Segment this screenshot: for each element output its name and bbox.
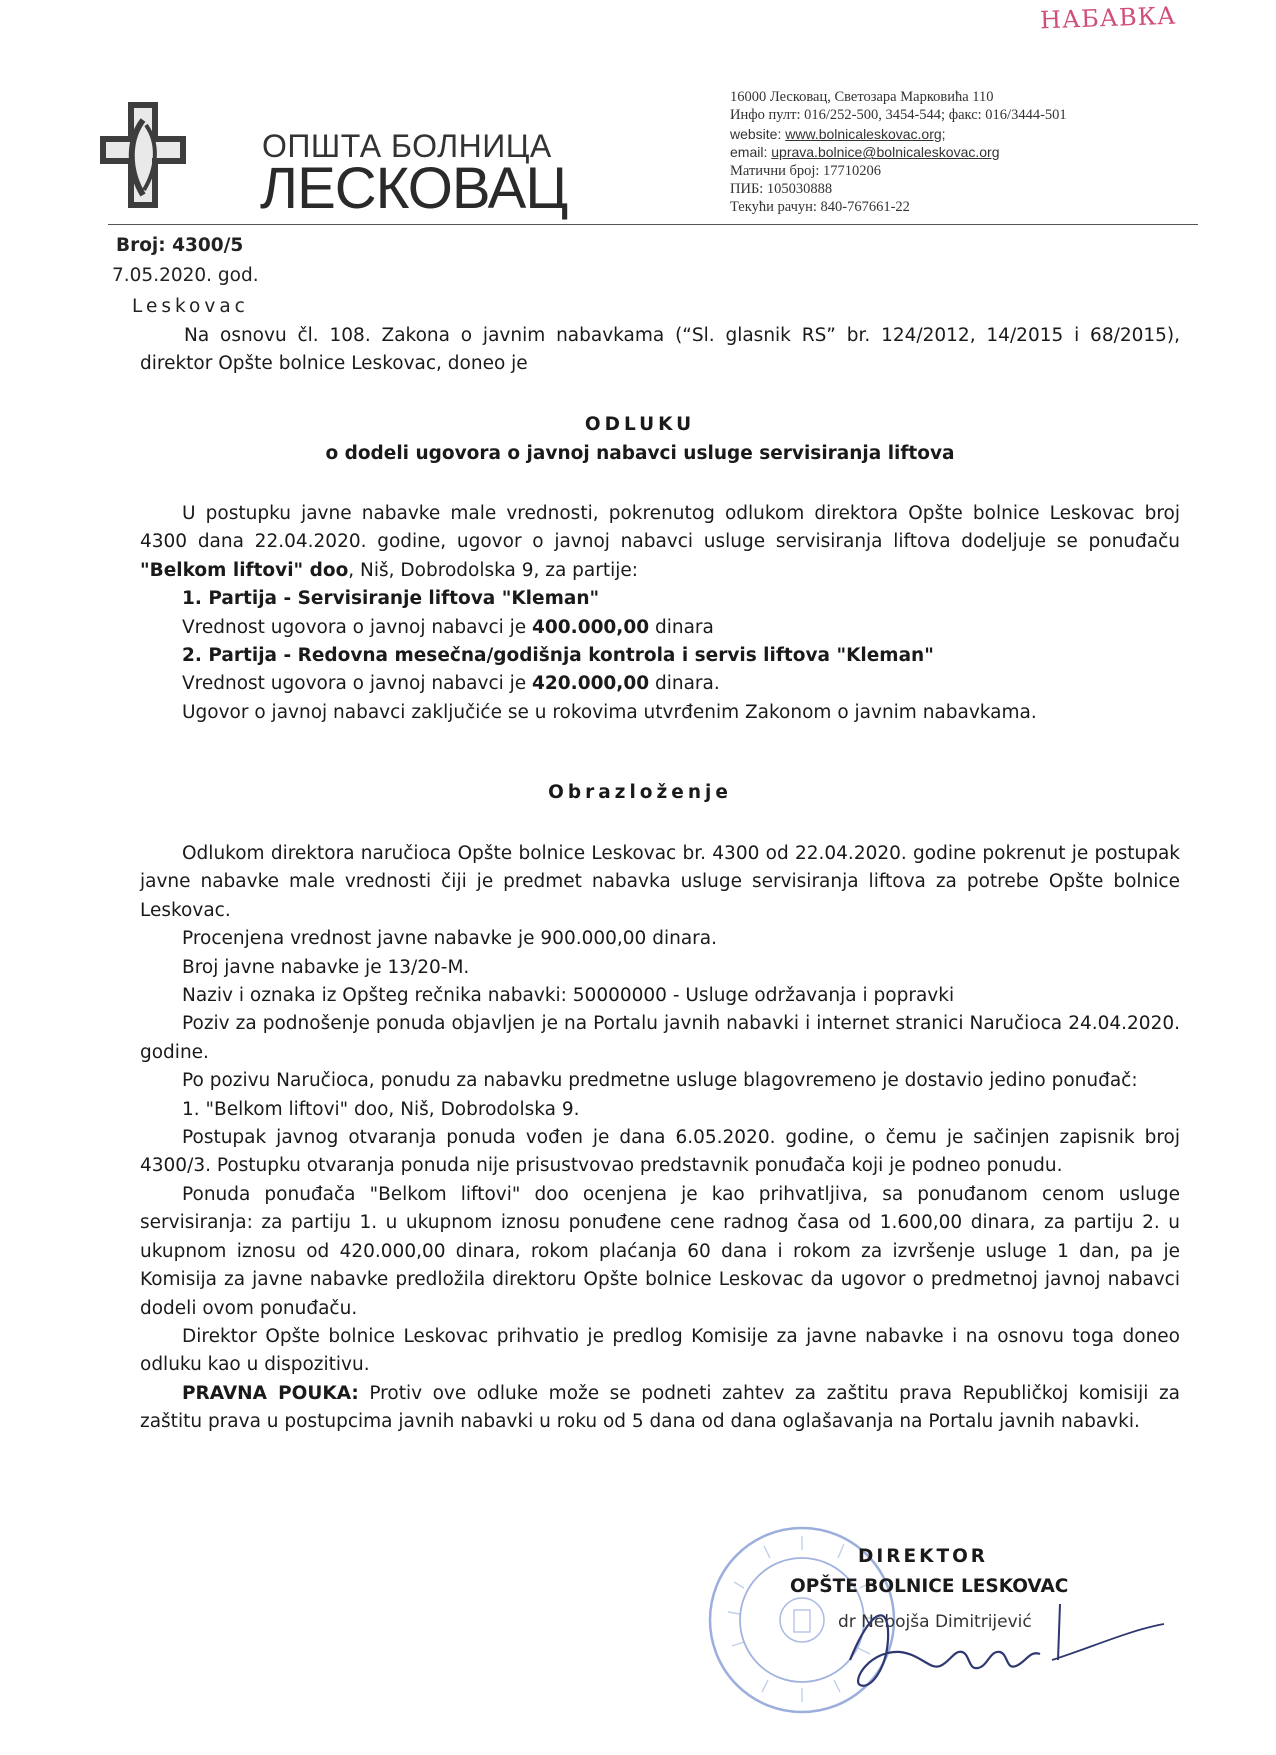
hospital-cross-logo-icon — [98, 100, 188, 210]
lot-1-value-label: Vrednost ugovora o javnoj nabavci je — [182, 616, 533, 638]
decision-block — [140, 500, 1180, 727]
reasoning-p9: Ponuda ponuđača "Belkom liftovi" doo ocenjena je kao prihvatljiva, sa ponuđanom cenom usluge servisiranja: za partiju 1. u ukupnom iznosu ponuđene cene radnog časa od 1.600,00 dinara, za partiju 2. u ukupnom iznosu od 420.000,00 dinara, rokom plaćanja 60 dana i rokom za izvršenje usluge 1 dan, pa je Komisija za javne nabavke predložila direktoru Opšte bolnice Leskovac da ugovor o predmetnoj javnoj nabavci dodeli ovom ponuđaču. — [140, 1183, 1180, 1319]
reasoning-p2: Procenjena vrednost javne nabavke je 900.000,00 dinara. — [182, 928, 717, 950]
lot-1-amount: 400.000,00 — [532, 616, 650, 638]
bidder-name: "Belkom liftovi" doo — [140, 559, 349, 581]
decision-subtitle: o dodeli ugovora o javnoj nabavci usluge servisiranja liftova — [325, 443, 955, 464]
contract-closing-note: Ugovor o javnoj nabavci zaključiće se u rokovima utvrđenim Zakonom o javnim nabavkama. — [182, 701, 1037, 723]
lot-2-value — [140, 670, 1180, 698]
signature-role: DIREKTOR — [858, 1546, 989, 1567]
document-number: Broj: 4300/5 — [116, 235, 244, 256]
reasoning-title: Obrazloženje — [548, 782, 732, 803]
document-place: Leskovac — [132, 296, 249, 317]
decision-text-end: , Niš, Dobrodolska 9, za partije: — [348, 559, 639, 581]
reasoning-p6: Po pozivu Naručioca, ponudu za nabavku predmetne usluge blagovremeno je dostavio jedino ponuđač: — [182, 1070, 1138, 1092]
reasoning-p5: Poziv za podnošenje ponuda objavljen je na Portalu javnih nabavki i internet stranici Naručioca 24.04.2020. godine. — [140, 1013, 1180, 1063]
intro-paragraph: Na osnovu čl. 108. Zakona o javnim nabavkama (“Sl. glasnik RS” br. 124/2012, 14/2015 i 68/2015), direktor Opšte bolnice Leskovac, doneo je — [140, 325, 1180, 375]
handwritten-note: НАБАВКА — [1039, 1, 1177, 35]
legal-notice — [140, 1380, 1180, 1437]
lot-1-value — [140, 614, 1180, 642]
reasoning-p7: 1. "Belkom liftovi" doo, Niš, Dobrodolska 9. — [182, 1098, 580, 1120]
email-label: email: — [730, 144, 768, 161]
decision-text-start: U postupku javne nabavke male vrednosti, pokrenutog odlukom direktora Opšte bolnice Leskovac broj 4300 dana 22.04.2020. godine, ugovor o javnoj nabavci usluge servisiranja liftova dodeljuje se ponuđaču — [140, 503, 1180, 553]
reasoning-p10: Direktor Opšte bolnice Leskovac prihvatio je predlog Komisije za javne nabavke i na osnovu toga doneo odluku kao u dispozitivu. — [140, 1325, 1180, 1376]
legal-notice-label: PRAVNA POUKA: — [182, 1382, 359, 1404]
signature-organization: OPŠTE BOLNICE LESKOVAC — [790, 1576, 1069, 1597]
legal-notice-text: Protiv ove odluke može se podneti zahtev za zaštitu prava Republičkoj komisiji za zaštitu prava u postupcima javnih nabavki u roku od 5 dana od dana oglašavanja na Portalu javnih nabavki. — [140, 1382, 1180, 1433]
tax-id: ПИБ: 105030888 — [730, 181, 833, 198]
email-row — [730, 143, 1067, 161]
lot-1-currency: dinara — [649, 616, 714, 638]
reasoning-p1: Odlukom direktora naručioca Opšte bolnice Leskovac br. 4300 od 22.04.2020. godine pokrenut je postupak javne nabavke male vrednosti čiji je predmet nabavka usluge servisiranja liftova za potrebe Opšte bolnice Leskovac. — [140, 843, 1180, 921]
signatory-name: dr Nebojša Dimitrijević — [838, 1612, 1032, 1632]
decision-title: ODLUKU — [584, 414, 696, 435]
website-label: website: — [730, 125, 782, 142]
reasoning-p8: Postupak javnog otvaranja ponuda vođen je dana 6.05.2020. godine, o čemu je sačinjen zapisnik broj 4300/3. Postupku otvaranja ponuda nije prisustvovao predstavnik ponuđača koji je podneo ponudu. — [140, 1127, 1180, 1177]
lot-2-value-label: Vrednost ugovora o javnoj nabavci je — [182, 673, 533, 695]
handwritten-signature-icon — [830, 1590, 1170, 1700]
lot-2-currency: dinara. — [649, 673, 720, 695]
logo-text-line2: ЛЕСКОВАЦ — [260, 156, 568, 221]
registration-number: Матични број: 17710206 — [730, 162, 882, 179]
phone-numbers: Инфо пулт: 016/252-500, 3454-544; факс: 016/3444-501 — [730, 107, 1067, 124]
website-link[interactable]: www.bolnicaleskovac.org; — [785, 125, 946, 142]
contact-block — [730, 88, 1067, 217]
intro-block — [140, 322, 1180, 379]
reasoning-p4: Naziv i oznaka iz Opšteg rečnika nabavki: 50000000 - Usluge održavanja i popravki — [182, 985, 955, 1007]
document-date: 7.05.2020. god. — [112, 265, 259, 286]
header-divider — [108, 224, 1198, 225]
address: 16000 Лесковац, Светозара Марковића 110 — [730, 89, 994, 105]
decision-paragraph — [140, 500, 1180, 585]
lot-1-title: 1. Partija - Servisiranje liftova "Kleman" — [182, 588, 600, 610]
email-link[interactable]: uprava.bolnice@bolnicaleskovac.org — [771, 144, 1000, 161]
bank-account: Текући рачун: 840-767661-22 — [730, 199, 910, 216]
reasoning-p3: Broj javne nabavke je 13/20-M. — [182, 956, 470, 978]
lot-2-amount: 420.000,00 — [532, 673, 650, 695]
reasoning-block — [140, 840, 1180, 1437]
website-row — [730, 125, 1067, 143]
logo-text-line1: ОПШТА БОЛНИЦА — [262, 128, 552, 164]
lot-2-title: 2. Partija - Redovna mesečna/godišnja kontrola i servis liftova "Kleman" — [182, 645, 934, 667]
